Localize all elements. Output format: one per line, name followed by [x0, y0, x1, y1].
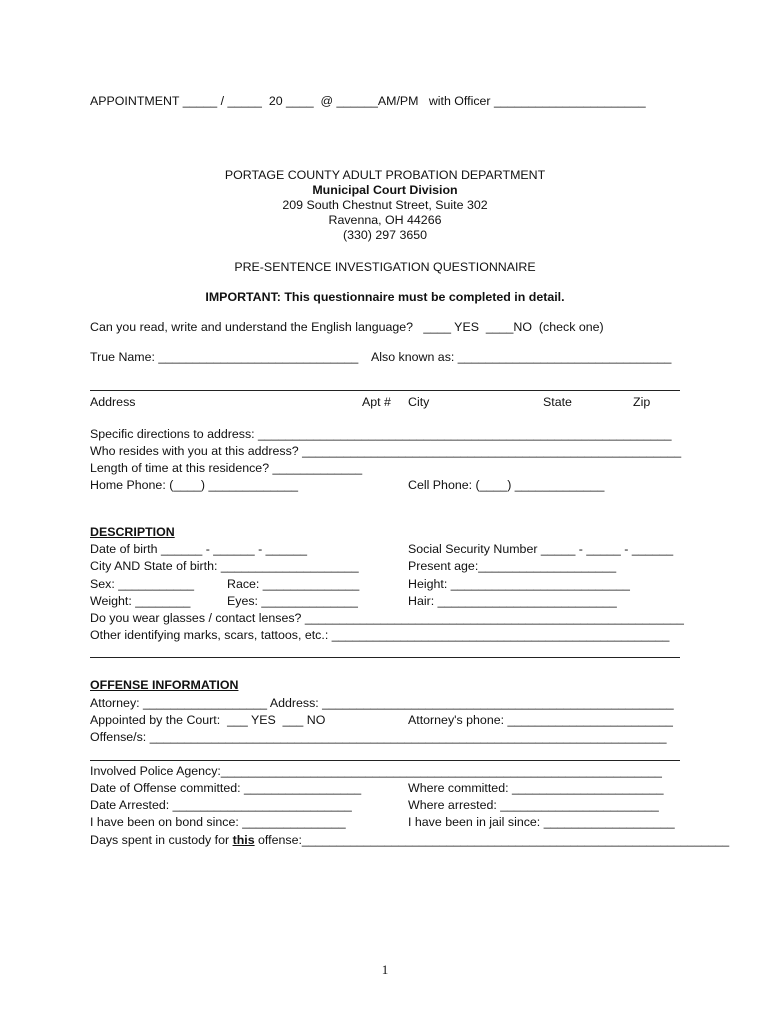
height-field: Height: __________________________	[408, 577, 630, 591]
true-name-field: True Name: _____________________________	[90, 350, 359, 364]
aka-field: Also known as: _______________________________	[371, 350, 672, 364]
hair-field: Hair: __________________________	[408, 594, 617, 608]
offenses-field: Offense/s: ___________________________________________________________________________	[90, 730, 667, 744]
offenses-extra-line	[90, 760, 680, 761]
address-label: Address	[90, 395, 136, 409]
english-question: Can you read, write and understand the English language? ____ YES ____NO (check one)	[90, 320, 604, 334]
state-label: State	[543, 395, 572, 409]
zip-label: Zip	[633, 395, 651, 409]
date-arrested-field: Date Arrested: __________________________	[90, 798, 352, 812]
eyes-field: Eyes: ______________	[227, 594, 358, 608]
home-phone-field: Home Phone: (____) _____________	[90, 478, 299, 492]
where-arrested-field: Where arrested: _______________________	[408, 798, 659, 812]
date-committed-field: Date of Offense committed: _________________	[90, 781, 362, 795]
bond-since-field: I have been on bond since: _______________	[90, 815, 346, 829]
glasses-field: Do you wear glasses / contact lenses? _______________________________________________________	[90, 611, 684, 625]
birthplace-field: City AND State of birth: ____________________	[90, 559, 359, 573]
ssn-field: Social Security Number _____ - _____ - ______	[408, 542, 674, 556]
custody-prefix: Days spent in custody for	[90, 833, 233, 847]
city-address: Ravenna, OH 44266	[328, 213, 442, 227]
apt-label: Apt #	[362, 395, 391, 409]
attorney-field: Attorney: __________________ Address: ___________________________________________________	[90, 696, 674, 710]
offense-heading: OFFENSE INFORMATION	[90, 678, 239, 692]
appointment-line: APPOINTMENT _____ / _____ 20 ____ @ ______AM/PM with Officer ______________________	[90, 94, 646, 108]
identifying-marks-extra-line	[90, 657, 680, 658]
length-of-residence-field: Length of time at this residence? _____________	[90, 461, 363, 475]
jail-since-field: I have been in jail since: ___________________	[408, 815, 675, 829]
police-agency-field: Involved Police Agency:________________________________________________________________	[90, 764, 662, 778]
page-number: 1	[381, 962, 389, 977]
resides-with-field: Who resides with you at this address? _______________________________________________________	[90, 444, 682, 458]
where-committed-field: Where committed: ______________________	[408, 781, 664, 795]
important-notice: IMPORTANT: This questionnaire must be completed in detail.	[205, 290, 565, 304]
race-field: Race: ______________	[227, 577, 360, 591]
form-title: PRE-SENTENCE INVESTIGATION QUESTIONNAIRE	[234, 260, 536, 274]
street-address: 209 South Chestnut Street, Suite 302	[282, 198, 488, 212]
department-name: PORTAGE COUNTY ADULT PROBATION DEPARTMENT	[224, 168, 546, 182]
cell-phone-field: Cell Phone: (____) _____________	[408, 478, 605, 492]
description-heading: DESCRIPTION	[90, 525, 175, 539]
city-label: City	[408, 395, 430, 409]
appointed-by-court-field: Appointed by the Court: ___ YES ___ NO	[90, 713, 326, 727]
custody-suffix: offense:______________________________________________________________	[254, 833, 730, 847]
dob-field: Date of birth ______ - ______ - ______	[90, 542, 307, 556]
custody-days-field	[90, 833, 729, 848]
address-blank-line	[90, 390, 680, 391]
division-name: Municipal Court Division	[312, 183, 458, 197]
identifying-marks-field: Other identifying marks, scars, tattoos, etc.: _________________________________________________	[90, 628, 670, 642]
department-phone: (330) 297 3650	[342, 228, 428, 242]
sex-field: Sex: ___________	[90, 577, 195, 591]
present-age-field: Present age:____________________	[408, 559, 617, 573]
weight-field: Weight: ________	[90, 594, 191, 608]
custody-emphasis: this	[232, 833, 255, 847]
directions-field: Specific directions to address: ____________________________________________________________	[90, 427, 672, 441]
attorney-phone-field: Attorney's phone: ________________________	[408, 713, 673, 727]
